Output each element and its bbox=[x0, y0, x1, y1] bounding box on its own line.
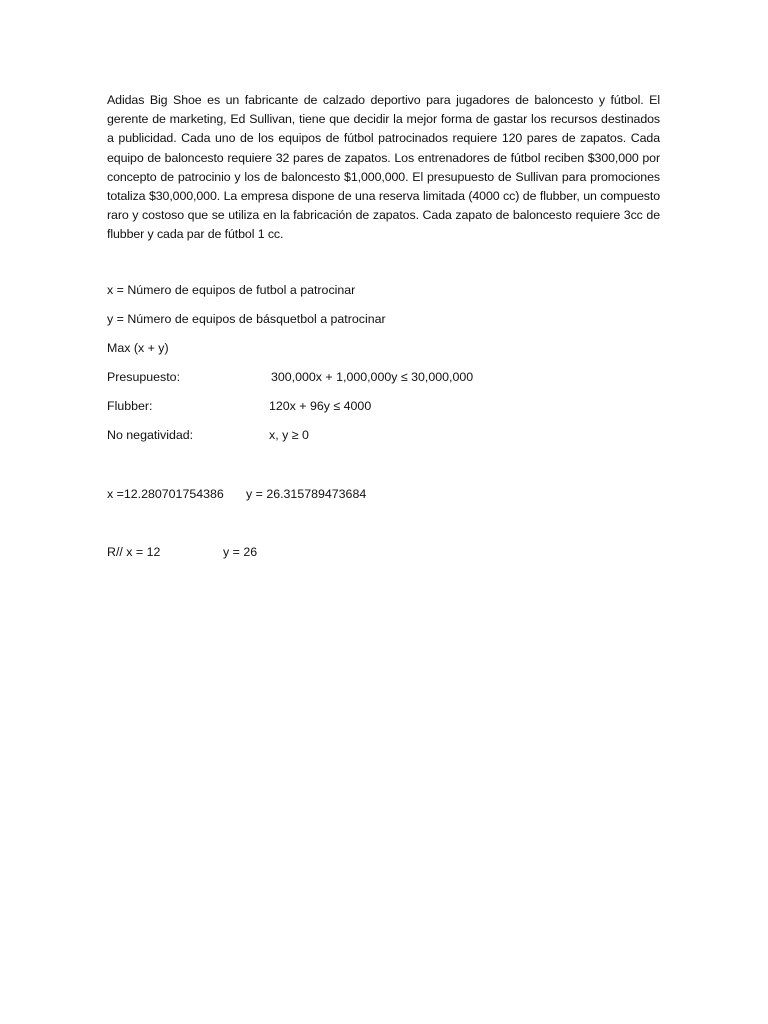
constraint-flubber-expression: 120x + 96y ≤ 4000 bbox=[269, 399, 372, 413]
constraint-nonnegativity-expression: x, y ≥ 0 bbox=[269, 428, 309, 442]
problem-paragraph: Adidas Big Shoe es un fabricante de calzado deportivo para jugadores de baloncesto y fútbol. El gerente de marketing, Ed Sullivan, tiene que decidir la mejor forma de gastar los recursos destinados a publicidad. Cada uno de los equipos de fútbol patrocinados requiere 120 pares de zapatos. Cada equipo de baloncesto requiere 32 pares de zapatos. Los entrenadores de fútbol reciben $300,000 por concepto de patrocinio y los de baloncesto $1,000,000. El presupuesto de Sullivan para promociones totaliza $30,000,000. La empresa dispone de una reserva limitada (4000 cc) de flubber, un compuesto raro y costoso que se utiliza en la fabricación de zapatos. Cada zapato de baloncesto requiere 3cc de flubber y cada par de fútbol 1 cc. bbox=[107, 93, 660, 242]
objective-function: Max (x + y) bbox=[107, 341, 169, 355]
solution-x: x =12.280701754386 bbox=[107, 487, 224, 501]
variable-x-definition: x = Número de equipos de futbol a patrocinar bbox=[107, 283, 356, 297]
constraint-flubber-label: Flubber: bbox=[107, 399, 153, 413]
constraint-nonnegativity-label: No negatividad: bbox=[107, 428, 194, 442]
variable-y-definition: y = Número de equipos de básquetbol a patrocinar bbox=[107, 312, 386, 326]
constraint-budget-expression: 300,000x + 1,000,000y ≤ 30,000,000 bbox=[271, 370, 474, 384]
solution-y: y = 26.315789473684 bbox=[246, 487, 367, 501]
answer-y: y = 26 bbox=[223, 545, 258, 559]
answer-x: R// x = 12 bbox=[107, 545, 161, 559]
constraint-budget-label: Presupuesto: bbox=[107, 370, 181, 384]
